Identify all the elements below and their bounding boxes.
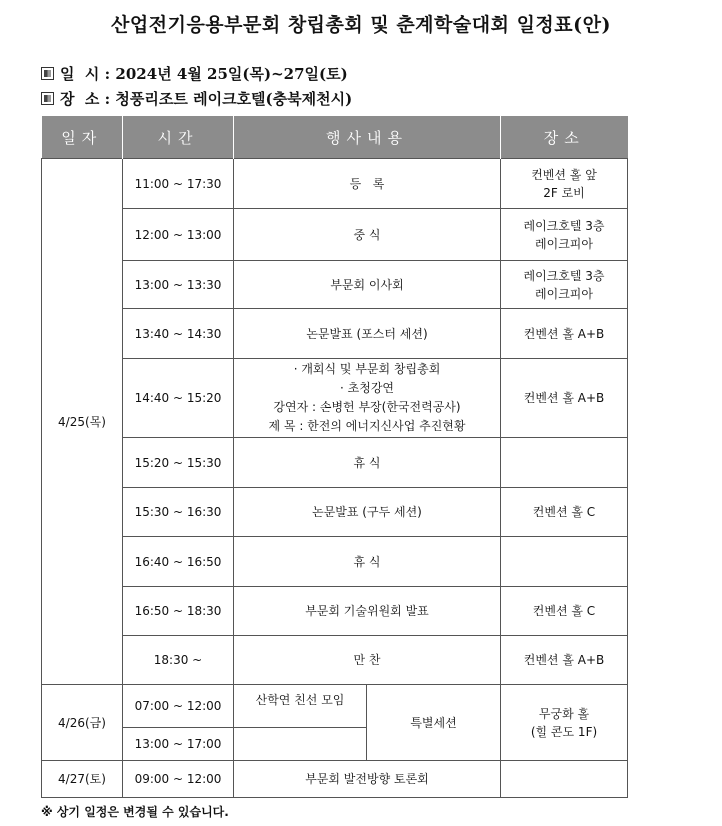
header-date: 일자 <box>42 116 123 159</box>
event-cell: 논문발표 (포스터 세션) <box>234 309 501 359</box>
time-cell: 07:00 ~ 12:00 <box>123 685 234 728</box>
place-cell <box>501 761 628 798</box>
event-cell <box>234 728 367 761</box>
event-cell: 등 록 <box>234 159 501 209</box>
table-row <box>42 537 628 587</box>
place-cell <box>501 438 628 488</box>
time-cell: 15:30 ~ 16:30 <box>123 488 234 537</box>
time-cell: 18:30 ~ <box>123 636 234 685</box>
table-row <box>42 636 628 685</box>
table-row <box>42 761 628 798</box>
table-row <box>42 685 628 728</box>
table-row <box>42 359 628 438</box>
header-time: 시간 <box>123 116 234 159</box>
info-date-label: 일 시 <box>60 65 100 83</box>
footnote: ※ 상기 일정은 변경될 수 있습니다. <box>41 805 229 819</box>
info-venue-label: 장 소 <box>60 90 100 108</box>
place-cell: 컨벤션 홀 C <box>501 488 628 537</box>
info-date: 일 시 : 2024년 4월 25일(목)~27일(토) <box>41 63 348 84</box>
event-cell: 산학연 친선 모임 <box>234 685 367 728</box>
time-cell: 14:40 ~ 15:20 <box>123 359 234 438</box>
schedule-table <box>41 116 628 798</box>
place-cell: 컨벤션 홀 앞 2F 로비 <box>501 159 628 209</box>
bullet-square-icon <box>41 67 54 80</box>
info-venue-value: 청풍리조트 레이크호텔(충북제천시) <box>115 90 353 108</box>
place-cell: 컨벤션 홀 C <box>501 587 628 636</box>
event-cell: 부문회 이사회 <box>234 261 501 309</box>
event-cell: 부문회 발전방향 토론회 <box>234 761 501 798</box>
page-title: 산업전기응용부문회 창립총회 및 춘계학술대회 일정표(안) <box>111 14 611 36</box>
day-cell: 4/25(목) <box>42 159 123 685</box>
table-row <box>42 488 628 537</box>
table-row <box>42 309 628 359</box>
place-cell: 컨벤션 홀 A+B <box>501 359 628 438</box>
time-cell: 15:20 ~ 15:30 <box>123 438 234 488</box>
event-cell: 휴 식 <box>234 438 501 488</box>
time-cell: 09:00 ~ 12:00 <box>123 761 234 798</box>
table-row <box>42 209 628 261</box>
day-cell: 4/26(금) <box>42 685 123 761</box>
place-cell <box>501 537 628 587</box>
place-cell: 레이크호텔 3층 레이크피아 <box>501 209 628 261</box>
place-cell: 무궁화 홀 (힐 콘도 1F) <box>501 685 628 761</box>
day-cell: 4/27(토) <box>42 761 123 798</box>
event-cell: 부문회 기술위원회 발표 <box>234 587 501 636</box>
time-cell: 16:40 ~ 16:50 <box>123 537 234 587</box>
info-date-value: 2024년 4월 25일(목)~27일(토) <box>115 65 348 83</box>
event-cell: 중 식 <box>234 209 501 261</box>
place-cell: 컨벤션 홀 A+B <box>501 636 628 685</box>
time-cell: 13:00 ~ 13:30 <box>123 261 234 309</box>
table-row <box>42 159 628 209</box>
header-place: 장소 <box>501 116 628 159</box>
time-cell: 13:40 ~ 14:30 <box>123 309 234 359</box>
event-cell: 만 찬 <box>234 636 501 685</box>
time-cell: 13:00 ~ 17:00 <box>123 728 234 761</box>
event-cell: 논문발표 (구두 세션) <box>234 488 501 537</box>
event-cell: 특별세션 <box>367 685 501 761</box>
table-row <box>42 587 628 636</box>
place-cell: 레이크호텔 3층 레이크피아 <box>501 261 628 309</box>
table-row <box>42 261 628 309</box>
bullet-square-icon <box>41 92 54 105</box>
event-cell: · 개회식 및 부문회 창립총회 · 초청강연 강연자 : 손병헌 부장(한국전력공사) 제 목 : 한전의 에너지신사업 추진현황 <box>234 359 501 438</box>
event-cell: 휴 식 <box>234 537 501 587</box>
place-cell: 컨벤션 홀 A+B <box>501 309 628 359</box>
header-row <box>42 116 628 159</box>
table-row <box>42 438 628 488</box>
info-venue: 장 소 : 청풍리조트 레이크호텔(충북제천시) <box>41 88 352 109</box>
time-cell: 11:00 ~ 17:30 <box>123 159 234 209</box>
time-cell: 12:00 ~ 13:00 <box>123 209 234 261</box>
header-event: 행사내용 <box>234 116 501 159</box>
time-cell: 16:50 ~ 18:30 <box>123 587 234 636</box>
